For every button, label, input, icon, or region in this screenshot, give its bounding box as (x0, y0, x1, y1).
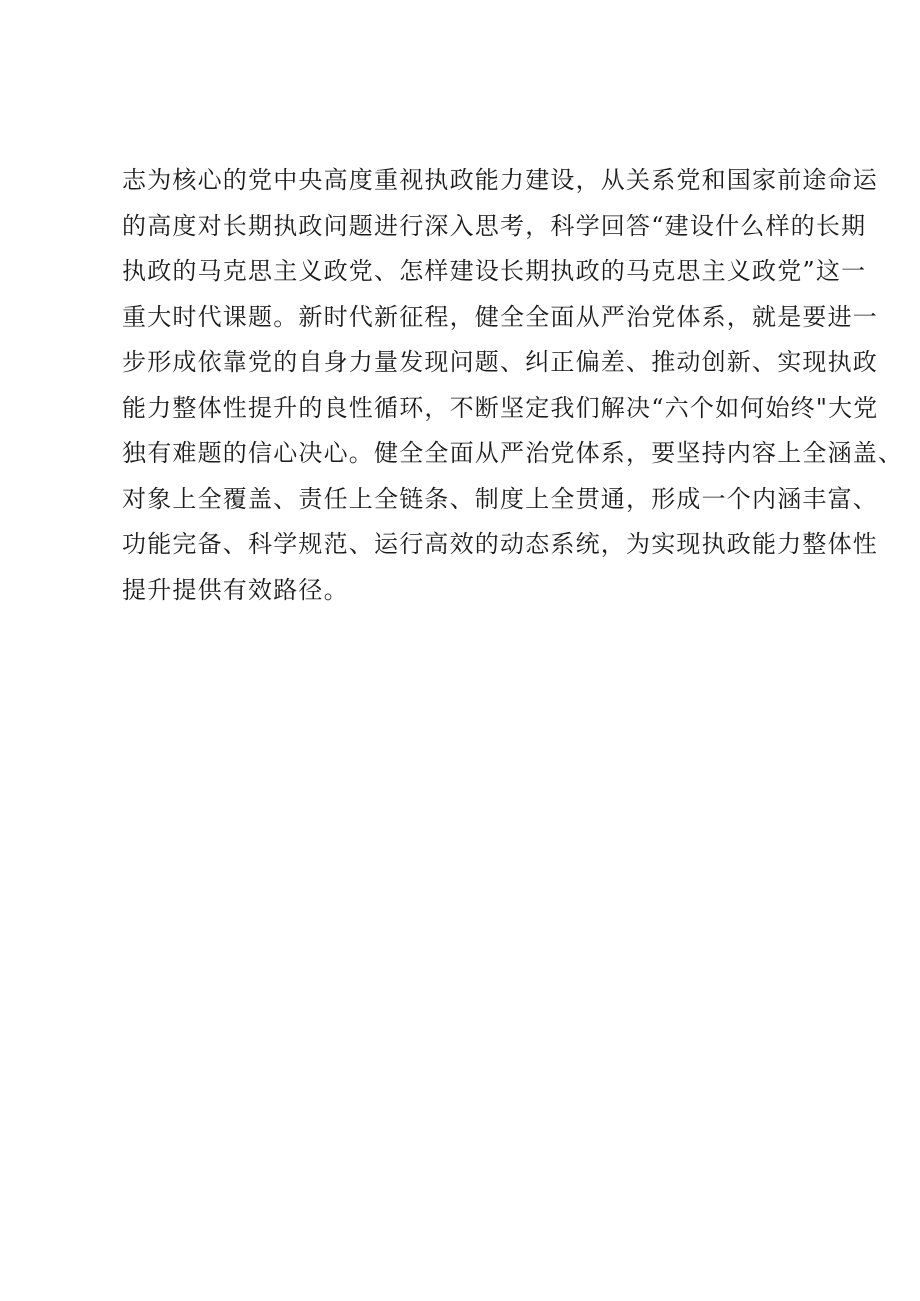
paragraph-line: 步形成依靠党的自身力量发现问题、纠正偏差、推动创新、实现执政 (122, 348, 878, 376)
paragraph-line: 志为核心的党中央高度重视执政能力建设，从关系党和国家前途命运 (122, 166, 878, 194)
paragraph-line: 提升提供有效路径。 (122, 575, 349, 604)
paragraph-line: 能力整体性提升的良性循环，不断坚定我们解决“六个如何始终"大党 (122, 393, 879, 422)
paragraph-line: 的高度对长期执政问题进行深入思考，科学回答“建设什么样的长期 (122, 211, 867, 240)
paragraph-line: 执政的马克思主义政党、怎样建设长期执政的马克思主义政党”这一 (122, 257, 867, 285)
paragraph-line: 对象上全覆盖、责任上全链条、制度上全贯通，形成一个内涵丰富、 (122, 484, 878, 513)
body-paragraph (122, 158, 904, 613)
paragraph-line: 功能完备、科学规范、运行高效的动态系统，为实现执政能力整体性 (122, 530, 878, 558)
paragraph-line: 独有难题的信心决心。健全全面从严治党体系，要坚持内容上全涵盖、 (122, 439, 904, 467)
paragraph-line: 重大时代课题。新时代新征程，健全全面从严治党体系，就是要进一 (122, 302, 878, 331)
